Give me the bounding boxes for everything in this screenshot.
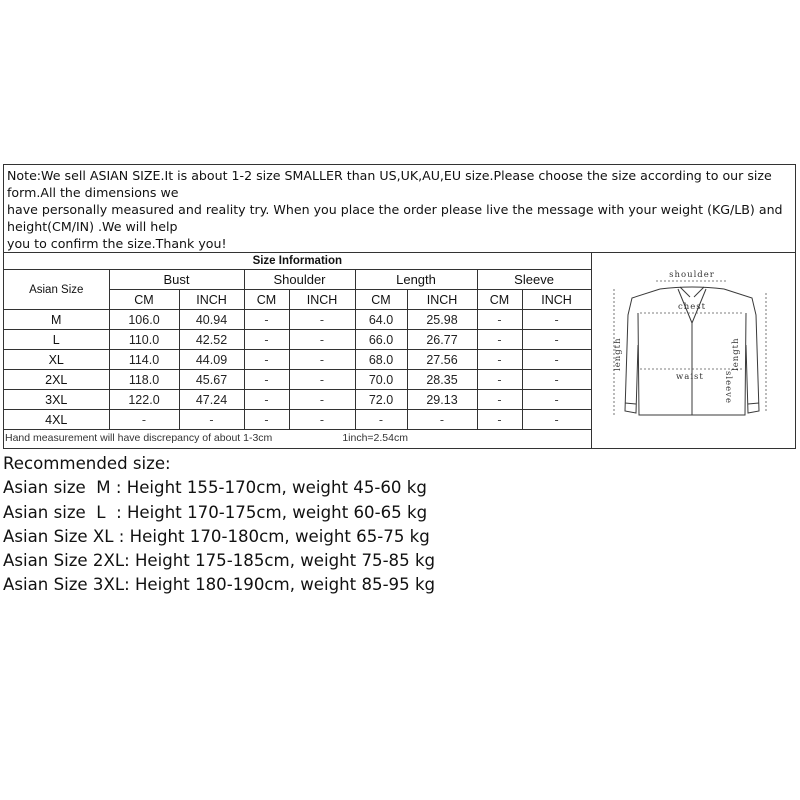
shirt-illustration [592, 253, 795, 448]
value-cell: - [244, 310, 289, 330]
shirt-measurement-diagram [591, 253, 795, 448]
size-cell: 4XL [4, 410, 109, 430]
value-cell: 28.35 [407, 370, 477, 390]
size-cell: XL [4, 350, 109, 370]
value-cell: - [522, 410, 591, 430]
size-note [4, 165, 795, 253]
unit-header: CM [477, 290, 522, 310]
value-cell: - [522, 370, 591, 390]
value-cell: - [289, 410, 355, 430]
size-cell: L [4, 330, 109, 350]
bust-header: Bust [109, 270, 244, 290]
footnote-text: Hand measurement will have discrepancy of about 1-3cm [5, 431, 273, 444]
value-cell: - [289, 330, 355, 350]
value-cell: 118.0 [109, 370, 179, 390]
note-line: height(CM/IN) .We will help [7, 219, 178, 234]
value-cell: 106.0 [109, 310, 179, 330]
value-cell: - [522, 390, 591, 410]
value-cell: - [355, 410, 407, 430]
table-row [4, 330, 591, 350]
value-cell: - [477, 390, 522, 410]
value-cell: 47.24 [179, 390, 244, 410]
sleeve-length-label: length [731, 337, 741, 371]
note-line: you to confirm the size.Thank you! [7, 236, 227, 251]
table-row [4, 390, 591, 410]
note-line: form.All the dimensions we [7, 185, 179, 200]
recommended-title: Recommended size: [3, 454, 171, 473]
note-line: Note:We sell ASIAN SIZE.It is about 1-2 size SMALLER than US,UK,AU,EU size.Please choose the size according to our size [7, 168, 772, 183]
value-cell: - [477, 370, 522, 390]
value-cell: - [522, 310, 591, 330]
value-cell: - [244, 350, 289, 370]
value-cell: 70.0 [355, 370, 407, 390]
unit-header: CM [244, 290, 289, 310]
value-cell: - [289, 350, 355, 370]
value-cell: 68.0 [355, 350, 407, 370]
size-cell: 2XL [4, 370, 109, 390]
value-cell: 72.0 [355, 390, 407, 410]
value-cell: - [244, 330, 289, 350]
size-cell: 3XL [4, 390, 109, 410]
left-sleeve-outline [625, 289, 660, 413]
value-cell: 25.98 [407, 310, 477, 330]
table-row [4, 370, 591, 390]
value-cell: 66.0 [355, 330, 407, 350]
value-cell: - [244, 370, 289, 390]
unit-header: CM [109, 290, 179, 310]
value-cell: - [477, 310, 522, 330]
value-cell: - [289, 370, 355, 390]
shoulder-seam [660, 287, 724, 289]
recommendation-line: Asian size L : Height 170-175cm, weight 60-65 kg [3, 502, 428, 522]
sleeve-label: sleeve [723, 371, 733, 404]
value-cell: - [477, 350, 522, 370]
inch-conversion: 1inch=2.54cm [342, 431, 408, 444]
unit-header: INCH [179, 290, 244, 310]
value-cell: - [244, 390, 289, 410]
value-cell: 29.13 [407, 390, 477, 410]
value-cell: 44.09 [179, 350, 244, 370]
value-cell: - [289, 390, 355, 410]
waist-label: waist [676, 372, 704, 382]
value-cell: - [522, 330, 591, 350]
size-cell: M [4, 310, 109, 330]
recommendation-line: Asian size M : Height 155-170cm, weight 45-60 kg [3, 478, 427, 498]
recommendation-line: Asian Size 3XL: Height 180-190cm, weight 85-95 kg [3, 575, 436, 595]
table-title: Size Information [4, 253, 591, 270]
shoulder-header: Shoulder [244, 270, 355, 290]
asian-size-header: Asian Size [4, 270, 109, 310]
value-cell: - [289, 310, 355, 330]
value-cell: 40.94 [179, 310, 244, 330]
unit-header: INCH [289, 290, 355, 310]
recommendation-line: Asian Size 2XL: Height 175-185cm, weight 75-85 kg [3, 551, 436, 571]
value-cell: 122.0 [109, 390, 179, 410]
unit-header: INCH [522, 290, 591, 310]
table-row [4, 350, 591, 370]
length-label: length [613, 337, 623, 371]
note-line: have personally measured and reality try. When you place the order please live the message with your weight (KG/LB) and [7, 202, 783, 217]
value-cell: - [522, 350, 591, 370]
table-row [4, 310, 591, 330]
value-cell: 64.0 [355, 310, 407, 330]
size-chart [3, 164, 796, 449]
value-cell: - [477, 410, 522, 430]
table-footnote [4, 430, 591, 446]
collar-points [680, 287, 704, 297]
value-cell: 45.67 [179, 370, 244, 390]
value-cell: - [407, 410, 477, 430]
value-cell: 110.0 [109, 330, 179, 350]
recommendation-line: Asian Size XL : Height 170-180cm, weight 65-75 kg [3, 526, 430, 546]
size-information-table [4, 253, 592, 445]
value-cell: - [109, 410, 179, 430]
table-row [4, 410, 591, 430]
length-header: Length [355, 270, 477, 290]
value-cell: 26.77 [407, 330, 477, 350]
recommended-sizes [3, 452, 435, 598]
unit-header: CM [355, 290, 407, 310]
value-cell: 114.0 [109, 350, 179, 370]
value-cell: - [179, 410, 244, 430]
value-cell: - [244, 410, 289, 430]
chest-label: chest [678, 302, 707, 312]
unit-header: INCH [407, 290, 477, 310]
value-cell: 42.52 [179, 330, 244, 350]
value-cell: - [477, 330, 522, 350]
sleeve-header: Sleeve [477, 270, 591, 290]
value-cell: 27.56 [407, 350, 477, 370]
shoulder-label: shoulder [669, 270, 715, 280]
